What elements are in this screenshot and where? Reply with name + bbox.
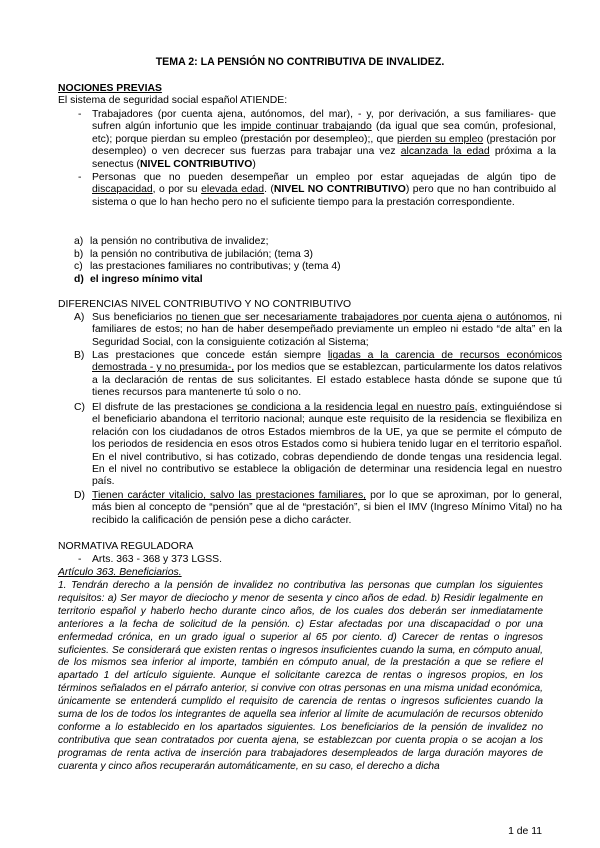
underlined-text: impide continuar trabajando: [240, 121, 372, 133]
list-marker: d): [74, 273, 84, 285]
dash-marker: -: [78, 109, 82, 120]
dash-marker: -: [78, 172, 82, 183]
list-marker: b): [74, 248, 84, 260]
list-item-text: la pensión no contributiva de invalidez;: [90, 236, 269, 247]
underlined-text: alcanzada la edad: [400, 146, 490, 158]
text-span: , extinguiéndose si el beneficiario abandona el territorio nacional; aunque este requisito de la residencia se flexibiliza en relación con los ciudadanos de otros Estados miembros de la UE, ya que se permite el cómputo de los periodos de residencia en esos otros Estados como si hubiera tenido lugar en el territorio español. En el nivel contributivo, si has cotizado, cobras dependiendo de donde tengas una residencia legal. En el nivel no contributivo se establece la obligación de determinar una residencia legal en nuestro país.: [92, 402, 562, 488]
underlined-text: se condiciona a la residencia legal en nuestro país: [236, 402, 475, 413]
normativa-item: [78, 554, 222, 566]
text-span: Trabajadores (por cuenta ajena, autónomos, del mar), - y, por derivación, a sus familiares- que sufren algún infortunio que les: [92, 109, 556, 133]
list-marker: D): [74, 490, 85, 501]
text-span: Las prestaciones que concede están siempre: [92, 350, 328, 361]
diferencia-a: [74, 312, 562, 349]
nociones-heading: NOCIONES PREVIAS: [58, 83, 162, 94]
list-marker: A): [74, 312, 85, 323]
underlined-text: discapacidad: [92, 184, 153, 196]
dash-marker: -: [78, 554, 82, 565]
list-marker: c): [74, 261, 83, 273]
text-span: Personas que no pueden desempeñar un empleo por estar aquejadas de algún tipo de: [92, 172, 556, 183]
list-marker: B): [74, 350, 85, 361]
text-span: Sus beneficiarios: [92, 312, 177, 323]
normativa-item-text: Arts. 363 - 368 y 373 LGSS.: [92, 554, 222, 565]
list-marker: C): [74, 402, 85, 413]
text-span: ) pero que no han contribuido al sistema o que lo han hecho pero no el suficiente tiempo para la prestación correspondiente.: [92, 184, 556, 208]
list-item-text: el ingreso mínimo vital: [90, 273, 203, 285]
bold-text: NIVEL NO CONTRIBUTIVO: [273, 184, 406, 196]
diferencias-heading: DIFERENCIAS NIVEL CONTRIBUTIVO Y NO CONTRIBUTIVO: [58, 299, 352, 310]
list-item-text: las prestaciones familiares no contributivas; y (tema 4): [90, 261, 341, 273]
underlined-text: pierden su empleo: [397, 133, 484, 145]
list-item: [74, 274, 544, 287]
text-span: , ni familiares de estos; no han de haber desempeñado previamente un empleo ni estado “de alta” en la Seguridad Social, con la consiguiente cotización al Sistema;: [92, 312, 562, 348]
diferencia-b: [74, 350, 562, 400]
list-item: [74, 236, 544, 249]
underlined-text: no tienen que ser necesariamente trabajadores por cuenta ajena o autónomos: [176, 312, 548, 323]
article-body: 1. Tendrán derecho a la pensión de invalidez no contributiva las personas que cumplan los siguientes requisitos: a) Ser mayor de dieciocho y menor de sesenta y cinco años de edad. b) Residir legalmente en territorio español y haberlo hecho durante cinco años, de los cuales dos deberán ser inmediatamente anteriores a la fecha de solicitud de la pensión. c) Estar afectadas por una discapacidad o por una enfermedad crónica, en un grado igual o superior al 65 por ciento. d) Carecer de rentas o ingresos suficientes. Se considerará que existen rentas o ingresos insuficientes cuando la suma, en cómputo anual, de los mismos sea inferior al importe, también en cómputo anual, de la prestación a que se refiere el apartado 1 del artículo siguiente. Aunque el solicitante carezca de rentas o ingresos propios, en los términos señalados en el párrafo anterior, si convive con otras personas en una misma unidad económica, únicamente se entenderá cumplido el requisito de carencia de rentas o ingresos suficientes cuando la suma de los de todos los integrantes de aquella sea inferior al límite de acumulación de recursos obtenido conforme a lo establecido en los apartados siguientes. Los beneficiarios de la pensión de invalidez no contributiva que sean contratados por cuenta ajena, se establezcan por cuenta propia o se acojan a los programas de renta activa de inserción para trabajadores desempleados de larga duración mayores de cuarenta y cinco años recuperarán automáticamente, en su caso, el derecho a dicha: [58, 580, 543, 772]
prestaciones-list: [74, 236, 544, 286]
normativa-heading: NORMATIVA REGULADORA: [58, 541, 194, 552]
bold-text: NIVEL CONTRIBUTIVO: [139, 158, 253, 170]
text-span: (prestación por desempleo) o ven decrecer sus fuerzas para trabajar una vez: [92, 133, 556, 158]
underlined-text: Tienen carácter vitalicio, salvo las prestaciones familiares,: [92, 490, 367, 501]
text-span: El disfrute de las prestaciones: [92, 402, 237, 413]
nociones-intro: El sistema de seguridad social español ATIENDE:: [58, 95, 288, 106]
bullet-contributivo: [78, 109, 556, 171]
bullet-no-contributivo: [78, 172, 556, 209]
underlined-text: ligadas a la carencia de recursos económicos demostrada - y no presumida-,: [92, 350, 562, 374]
list-item: [74, 249, 544, 262]
text-span: (da igual que sea común, profesional, etc); porque pierdan su empleo (prestación por desempleo);, que: [92, 121, 556, 145]
list-item: [74, 261, 544, 274]
list-marker: a): [74, 236, 84, 247]
page-number: 1 de 11: [508, 826, 542, 837]
text-span: por los medios que se establezcan, particularmente los datos relativos a la declaración de rentas de sus solicitantes. El estado establece hasta dónde se supone que tú tienes recursos para mantenerte tú solo o no.: [92, 362, 562, 399]
diferencia-c: [74, 402, 562, 489]
list-item-text: la pensión no contributiva de jubilación; (tema 3): [90, 248, 313, 260]
text-span: . (: [264, 184, 274, 196]
text-span: ): [252, 158, 256, 170]
text-span: por lo que se aproximan, por lo general, más bien al concepto de “pensión” que al de “prestación”, si bien el IMV (Ingreso Mínimo Vital) no ha recibido la calificación de pensión pese a dicho carácter.: [92, 490, 562, 526]
text-span: , o por su: [152, 184, 202, 196]
article-title: Artículo 363. Beneficiarios.: [58, 567, 182, 578]
text-span: próxima a la senectus (: [92, 146, 556, 170]
diferencia-d: [74, 490, 562, 527]
underlined-text: elevada edad: [201, 184, 265, 196]
page-title: TEMA 2: LA PENSIÓN NO CONTRIBUTIVA DE INVALIDEZ.: [155, 56, 445, 68]
